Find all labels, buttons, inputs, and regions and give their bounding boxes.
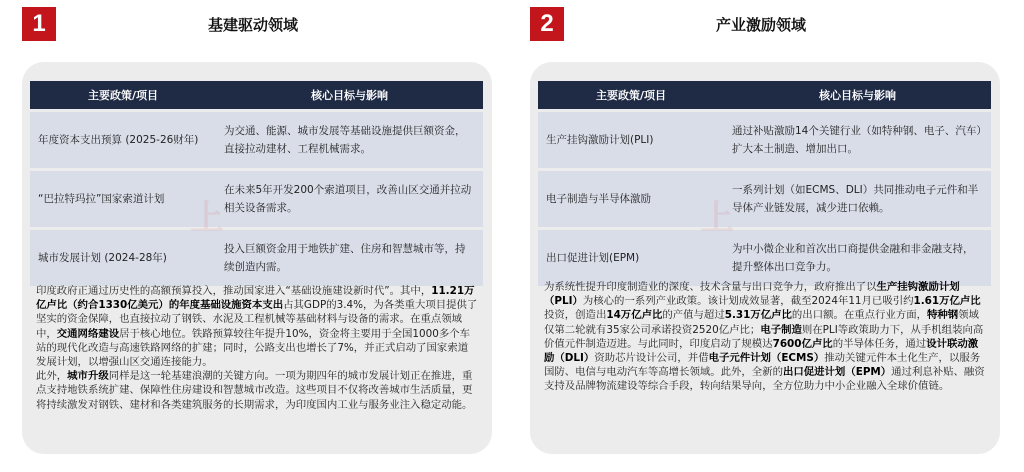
- highlighted-text: 特种钢: [927, 309, 959, 322]
- policy-cell: 出口促进计划(EPM): [538, 230, 724, 286]
- paragraph-text: 为系统性提升印度制造业的深度、技术含量与出口竞争力，政府推出了以: [544, 281, 877, 293]
- impact-cell: 为中小微企业和首次出口商提供金融和非金融支持，提升整体出口竞争力。: [724, 230, 991, 286]
- policy-cell: 年度资本支出预算 (2025-26财年): [30, 112, 216, 168]
- paragraph-text: 则在PLI等政策助力下，从手机组装向高价值元件制造迈进。与此同时，印度启动了规模达: [544, 323, 984, 350]
- paragraph-text: 推动关键元件本土化生产，以服务国防、电信与电动汽车等高增长领域。此外，全新的: [544, 352, 981, 379]
- highlighted-text: 出口促进计划（EPM）: [782, 366, 892, 379]
- highlighted-text: 14万亿卢比: [606, 309, 663, 322]
- paragraph-text: 的产值与超过: [662, 309, 725, 322]
- highlighted-text: 11.21万亿卢比（约合1330亿美元）的年度基础设施资本支出: [36, 285, 475, 312]
- policy-cell: 电子制造与半导体激励: [538, 171, 724, 227]
- section-title-industry-incentives: 产业激励领域: [716, 16, 807, 34]
- impact-cell: 通过补贴激励14个关键行业（如特种钢、电子、汽车）扩大本土制造、增加出口。: [724, 112, 991, 168]
- infrastructure-panel: [22, 62, 492, 454]
- impact-cell: 为交通、能源、城市发展等基础设施提供巨额资金，直接拉动建材、工程机械需求。: [216, 112, 483, 168]
- highlighted-text: 1.61万亿卢比: [913, 295, 981, 308]
- policy-cell: 生产挂钩激励计划(PLI): [538, 112, 724, 168]
- industry-incentive-panel: [530, 62, 1000, 454]
- table-row: [538, 230, 991, 286]
- column-header-policy: 主要政策/项目: [538, 81, 724, 109]
- impact-cell: 在未来5年开发200个索道项目，改善山区交通并拉动相关设备需求。: [216, 171, 483, 227]
- impact-cell: 一系列计划（如ECMS、DLI）共同推动电子元件和半导体产业链发展，减少进口依赖。: [724, 171, 991, 227]
- policy-cell: 城市发展计划 (2024-28年): [30, 230, 216, 286]
- paragraph-text: 投资，创造出: [544, 309, 607, 322]
- highlighted-text: 城市升级: [67, 370, 109, 383]
- table-header-row: [538, 81, 991, 109]
- highlighted-text: 生产挂钩激励计划（PLI）: [544, 281, 960, 308]
- infrastructure-policy-table: [30, 78, 483, 289]
- table-row: [30, 112, 483, 168]
- paragraph-text: 同样是这一轮基建浪潮的关键方向。一项为期四年的城市发展计划正在推进，重点支持地铁系统扩建、保障性住房建设和智慧城市改造。这些项目不仅将改善城市生活质量，更将持续激发对钢铁、建材和各类建筑服务的长期需求，为印度国内工业与服务业注入稳定动能。: [36, 370, 473, 411]
- paragraph-text: 占其GDP的3.4%，为各类重大项目提供了坚实的资金保障，也直接拉动了钢铁、水泥及工程机械等基础材料与设备的需求。在重点领域中，: [36, 299, 478, 340]
- paragraph-text: 领域仅第二轮就有35家公司承诺投资2520亿卢比；: [544, 309, 979, 336]
- policy-cell: “巴拉特玛拉”国家索道计划: [30, 171, 216, 227]
- paragraph-text: 的出口额。在重点行业方面，: [791, 309, 927, 322]
- column-header-policy: 主要政策/项目: [30, 81, 216, 109]
- industry-incentive-description: [544, 280, 986, 394]
- highlighted-text: 电子制造: [760, 323, 802, 336]
- paragraph-text: 此外，: [36, 370, 68, 383]
- table-row: [538, 112, 991, 168]
- impact-cell: 投入巨额资金用于地铁扩建、住房和智慧城市等，持续创造内需。: [216, 230, 483, 286]
- highlighted-text: 7600亿卢比: [772, 337, 833, 350]
- highlighted-text: 设计联动激励（DLI）: [544, 337, 979, 365]
- column-header-impact: 核心目标与影响: [724, 81, 991, 109]
- table-row: [538, 171, 991, 227]
- table-row: [30, 230, 483, 286]
- column-header-impact: 核心目标与影响: [216, 81, 483, 109]
- section-title-infrastructure: 基建驱动领域: [208, 16, 299, 34]
- highlighted-text: 交通网络建设: [56, 327, 120, 340]
- paragraph-text: 的半导体任务，通过: [832, 337, 927, 350]
- highlighted-text: 电子元件计划（ECMS）: [708, 352, 825, 365]
- incentive-policy-table: [538, 78, 991, 289]
- section-number-badge-1: 1: [22, 7, 56, 41]
- highlighted-text: 5.31万亿卢比: [724, 309, 792, 322]
- section-number-badge-2: 2: [530, 7, 564, 41]
- paragraph-text: 印度政府正通过历史性的高额预算投入，推动国家进入“基础设施建设新时代”。其中，: [36, 285, 432, 297]
- paragraph-text: 资助芯片设计公司，并借: [594, 352, 709, 365]
- table-header-row: [30, 81, 483, 109]
- infrastructure-description: [36, 284, 478, 412]
- paragraph-text: 为核心的一系列产业政策。该计划成效显著，截至2024年11月已吸引约: [582, 295, 914, 308]
- table-row: [30, 171, 483, 227]
- paragraph-text: 通过利息补贴、融资支持及品牌物流建设等综合手段，转向结果导向，全方位助力中小企业融入全球价值链。: [544, 366, 985, 393]
- paragraph-text: 居于核心地位。铁路预算较往年提升10%，资金将主要用于全国1000多个车站的现代化改造与高速铁路网络的扩建；同时，公路支出也增长了7%，并正式启动了国家索道发展计划，以增强山区交通连接能力。: [36, 327, 470, 369]
